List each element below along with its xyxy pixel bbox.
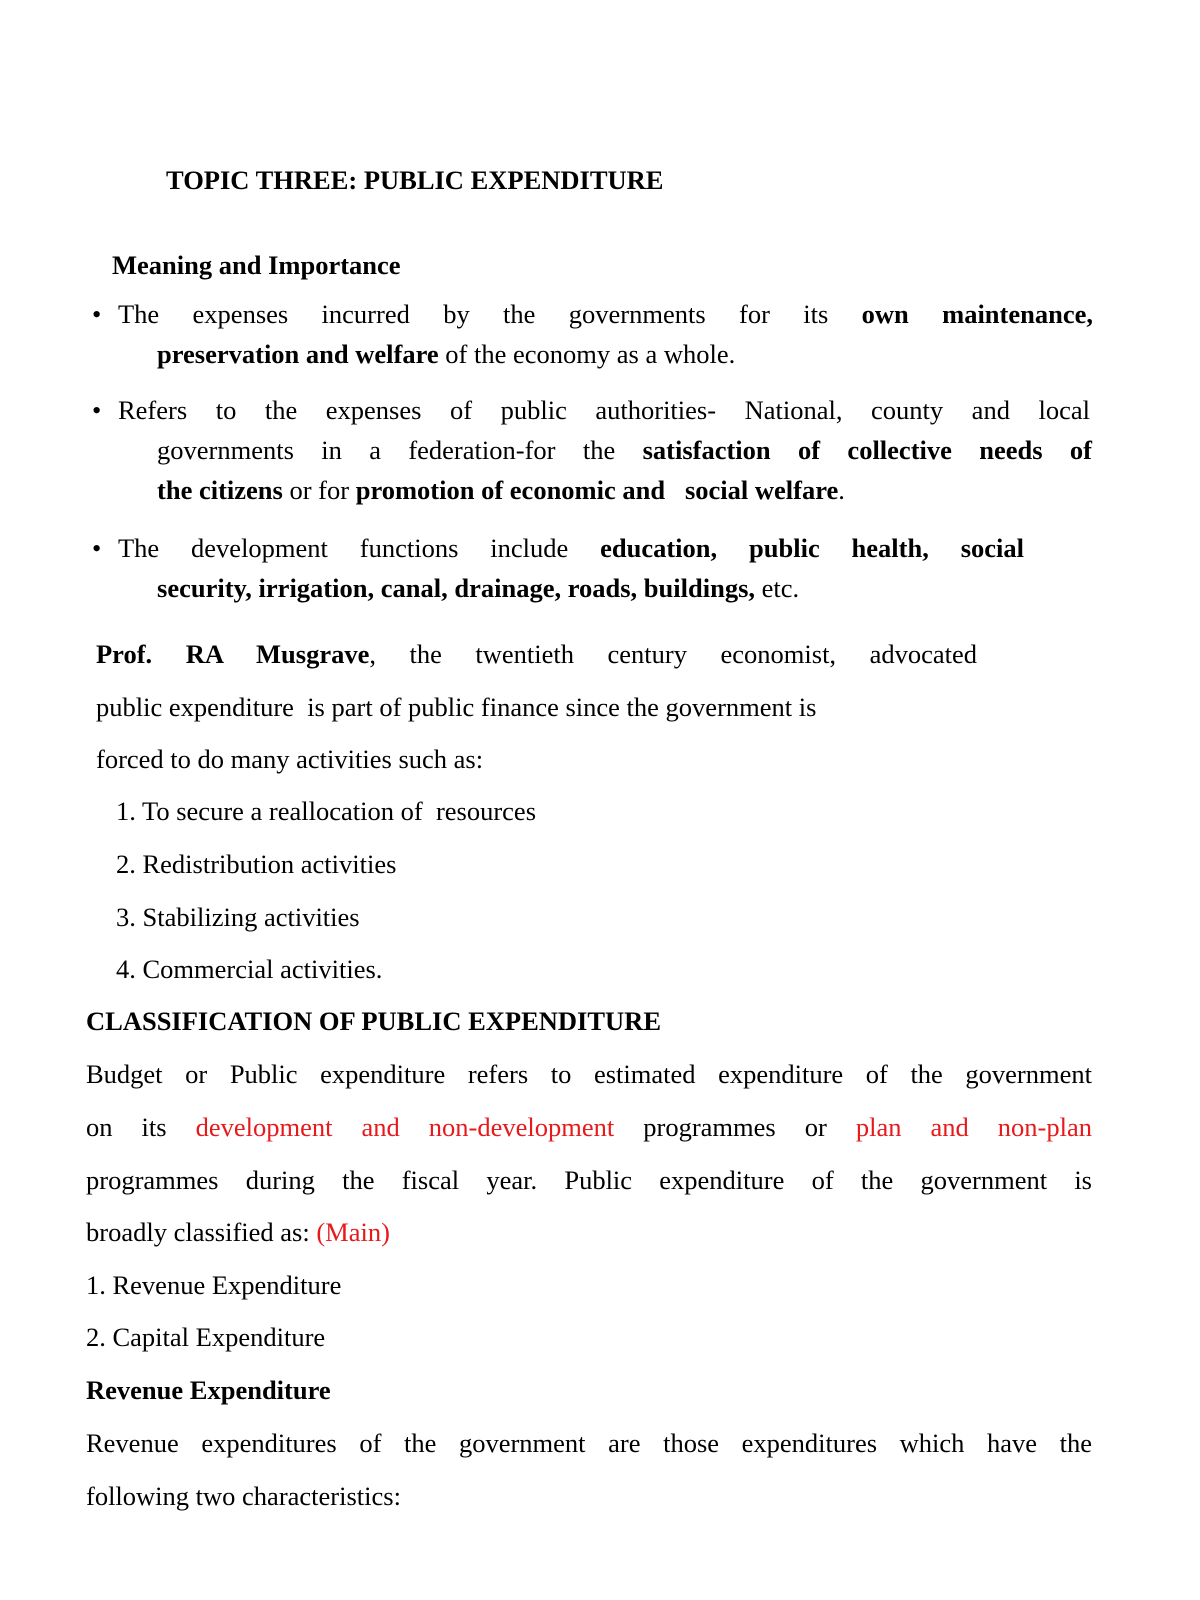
classification-line-1: Budget or Public expenditure refers to estimated expenditure of the government	[86, 1059, 1092, 1089]
page-title: TOPIC THREE: PUBLIC EXPENDITURE	[166, 165, 664, 195]
bullet-1-marker: •	[92, 299, 102, 329]
section-heading-meaning: Meaning and Importance	[112, 250, 401, 280]
musgrave-line-3: forced to do many activities such as:	[96, 744, 484, 774]
classification-line-3: programmes during the fiscal year. Public expenditure of the government is	[86, 1165, 1092, 1195]
bullet-1-line-1	[118, 301, 1093, 328]
bullet-3-bold-a: education, public health, social	[600, 533, 1025, 563]
classification-highlight-a: development and non-development	[195, 1112, 615, 1142]
musgrave-line-2: public expenditure is part of public finance since the government is	[96, 692, 817, 722]
bullet-2-line-3	[157, 477, 845, 504]
bullet-2-text-b: or for	[282, 475, 356, 505]
musgrave-text-a: , the twentieth century economist, advocated	[369, 639, 977, 669]
bullet-2-bold-b: the citizens	[157, 475, 283, 505]
bullet-2-period: .	[838, 475, 845, 505]
bullet-2-line-2	[157, 437, 1092, 464]
section-heading-revenue: Revenue Expenditure	[86, 1375, 331, 1405]
bullet-1-text-b: of the economy as a whole.	[445, 339, 736, 369]
bullet-3-bold-b: security, irrigation, canal, drainage, roads, buildings	[157, 573, 749, 603]
musgrave-list-item-2: 2. Redistribution activities	[116, 849, 397, 879]
bullet-3-line-2	[157, 575, 799, 602]
bullet-1-line-2	[157, 341, 735, 368]
bullet-1-text-a: The expenses incurred by the governments for its	[118, 299, 829, 329]
classification-list-item-2: 2. Capital Expenditure	[86, 1322, 326, 1352]
bullet-2-line-1: Refers to the expenses of public authorities- National, county and local	[118, 395, 1090, 425]
bullet-2-bold-a: satisfaction of collective needs of	[642, 435, 1092, 465]
classification-line-4	[86, 1219, 390, 1246]
bullet-2-text-a: governments in a federation-for the	[157, 435, 616, 465]
classification-text-b: programmes or	[643, 1112, 827, 1142]
musgrave-list-item-1: 1. To secure a reallocation of resources	[116, 796, 537, 826]
revenue-line-2: following two characteristics:	[86, 1481, 401, 1511]
bullet-2-marker: •	[92, 395, 102, 425]
section-heading-classification: CLASSIFICATION OF PUBLIC EXPENDITURE	[86, 1006, 661, 1036]
bullet-3-marker: •	[92, 533, 102, 563]
musgrave-line-1	[96, 641, 977, 668]
classification-list-item-1: 1. Revenue Expenditure	[86, 1270, 342, 1300]
musgrave-name: Prof. RA Musgrave	[96, 639, 370, 669]
bullet-3-line-1	[118, 535, 1024, 562]
bullet-3-text-a: The development functions include	[118, 533, 569, 563]
revenue-line-1: Revenue expenditures of the government are those expenditures which have the	[86, 1428, 1092, 1458]
bullet-2-bold-c: promotion of economic and social welfare	[355, 475, 839, 505]
bullet-1-bold-a: own maintenance,	[861, 299, 1094, 329]
classification-text-c: broadly classified as:	[86, 1217, 317, 1247]
classification-highlight-b: plan and non-plan	[855, 1112, 1092, 1142]
bullet-3-text-b: etc.	[755, 573, 800, 603]
bullet-1-bold-b: preservation and welfare	[157, 339, 439, 369]
musgrave-list-item-4: 4. Commercial activities.	[116, 954, 383, 984]
musgrave-list-item-3: 3. Stabilizing activities	[116, 902, 360, 932]
classification-highlight-main: (Main)	[316, 1217, 390, 1247]
classification-line-2	[86, 1114, 1092, 1141]
classification-text-a: on its	[86, 1112, 167, 1142]
bullet-3-underlined-comma: ,	[748, 573, 756, 603]
